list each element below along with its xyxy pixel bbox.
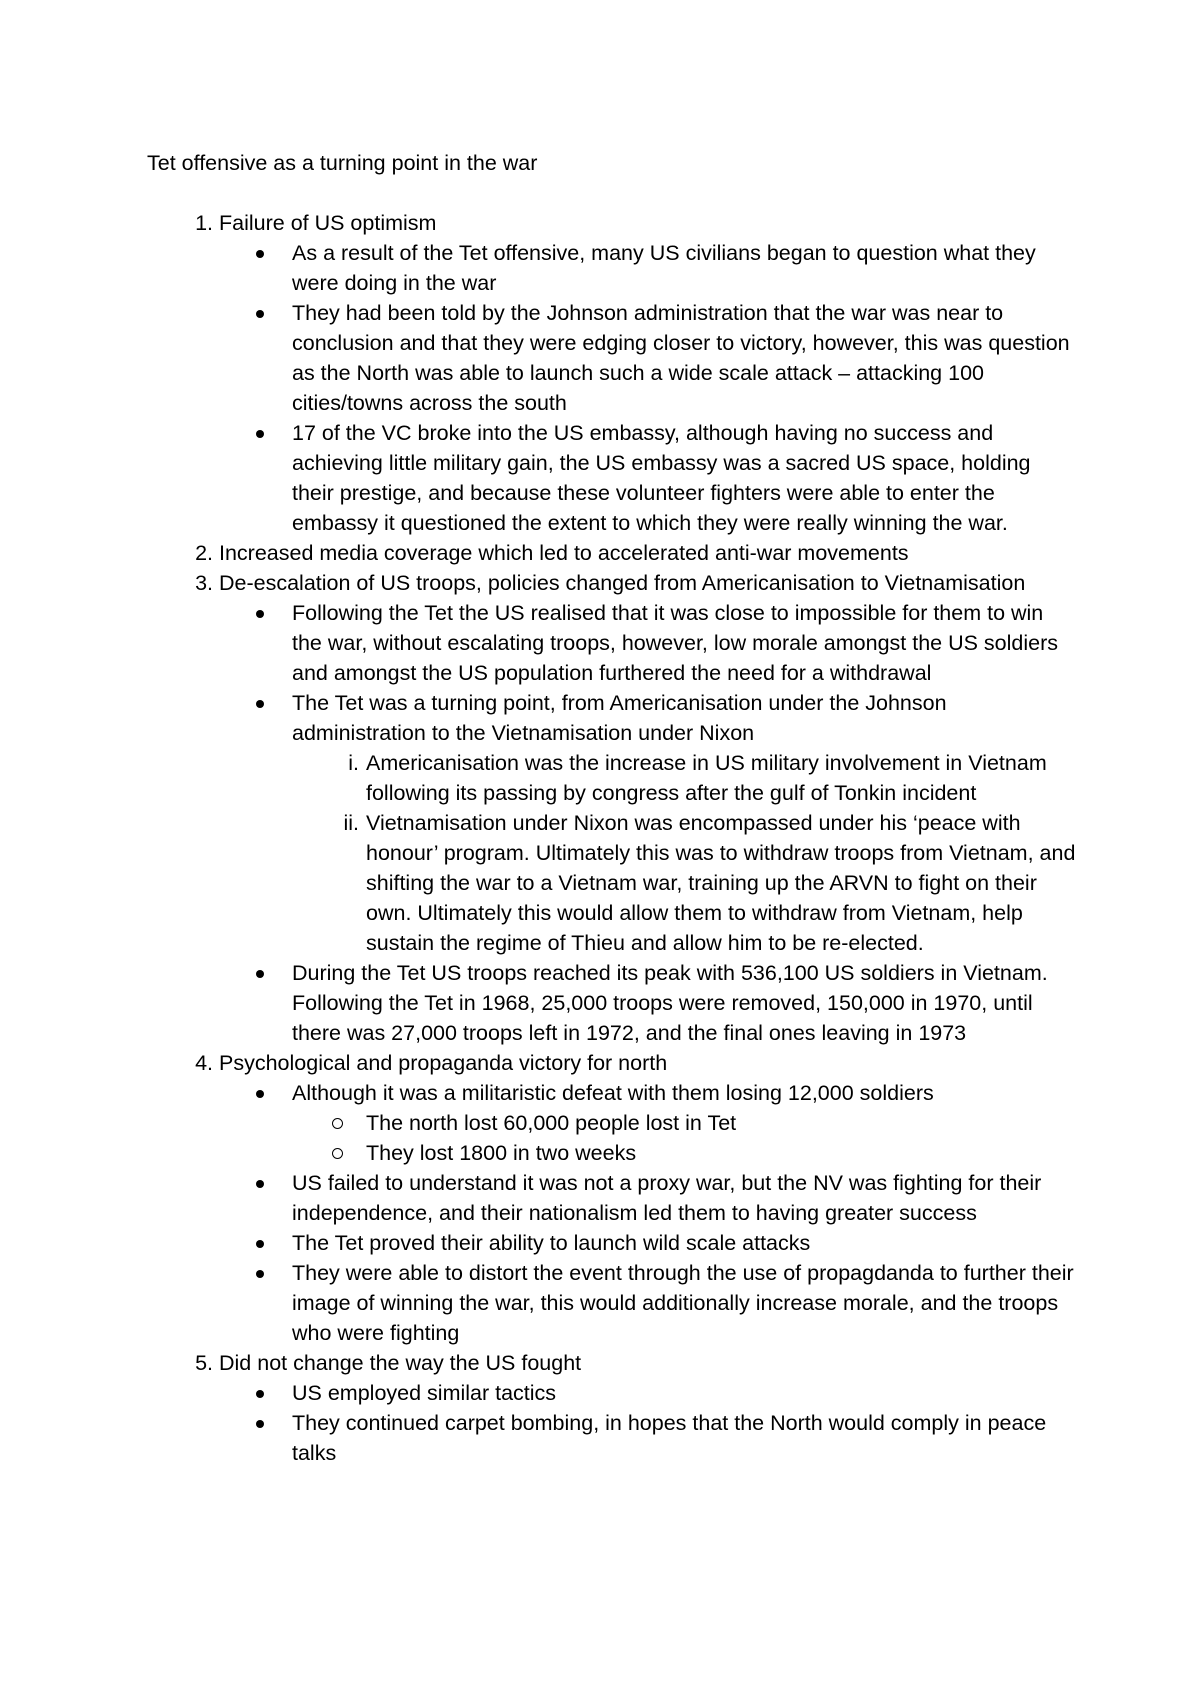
point-text: Psychological and propaganda victory for north	[219, 1051, 668, 1075]
roman-numeral: ii.	[343, 811, 359, 835]
bullet-dot-icon	[256, 430, 264, 438]
point-text: Increased media coverage which led to accelerated anti-war movements	[219, 541, 909, 565]
bullet-dot-icon	[256, 1270, 264, 1278]
roman-numeral: i.	[348, 751, 359, 775]
bullet-item	[147, 1228, 1077, 1258]
hollow-circle-bullet-icon	[332, 1148, 343, 1159]
point-number: 4.	[195, 1051, 213, 1075]
point-text: Did not change the way the US fought	[219, 1351, 582, 1375]
bullet-item	[147, 418, 1077, 538]
bullet-dot-icon	[256, 1090, 264, 1098]
numbered-point	[147, 208, 1077, 238]
bullet-dot-icon	[256, 700, 264, 708]
point-number: 3.	[195, 571, 213, 595]
bullet-item	[147, 1408, 1077, 1468]
roman-text: Vietnamisation under Nixon was encompassed under his ‘peace with honour’ program. Ultimately this was to withdraw troops from Vietnam, and shifting the war to a Vietnam war, training up the ARVN to fight on their own. Ultimately this would allow them to withdraw from Vietnam, help sustain the regime of Thieu and allow him to be re-elected.	[366, 811, 1076, 955]
bullet-dot-icon	[256, 310, 264, 318]
hollow-circle-bullet-icon	[332, 1118, 343, 1129]
bullet-item	[147, 688, 1077, 748]
bullet-item	[147, 1258, 1077, 1348]
bullet-text: The Tet proved their ability to launch wild scale attacks	[292, 1231, 811, 1255]
numbered-point	[147, 1348, 1077, 1378]
bullet-text: They continued carpet bombing, in hopes that the North would comply in peace talks	[292, 1411, 1047, 1465]
bullet-text: 17 of the VC broke into the US embassy, although having no success and achieving little military gain, the US embassy was a sacred US space, holding their prestige, and because these volunteer fighters were able to enter the embassy it questioned the extent to which they were really winning the war.	[292, 421, 1031, 535]
bullet-item	[147, 1168, 1077, 1228]
bullet-text: The Tet was a turning point, from Americanisation under the Johnson administration to the Vietnamisation under Nixon	[292, 691, 947, 745]
roman-subitem	[147, 808, 1077, 958]
bullet-text: During the Tet US troops reached its peak with 536,100 US soldiers in Vietnam. Following the Tet in 1968, 25,000 troops were removed, 150,000 in 1970, until there was 27,000 troops left in 1972, and the final ones leaving in 1973	[292, 961, 1048, 1045]
point-text: De-escalation of US troops, policies changed from Americanisation to Vietnamisation	[219, 571, 1026, 595]
point-number: 1.	[195, 211, 213, 235]
bullet-dot-icon	[256, 1180, 264, 1188]
bullet-dot-icon	[256, 250, 264, 258]
bullet-text: Following the Tet the US realised that it was close to impossible for them to win the war, without escalating troops, however, low morale amongst the US soldiers and amongst the US population furthered the need for a withdrawal	[292, 601, 1059, 685]
document-title: Tet offensive as a turning point in the war	[147, 151, 538, 175]
bullet-text: They had been told by the Johnson administration that the war was near to conclusion and that they were edging closer to victory, however, this was question as the North was able to launch such a wide scale attack – attacking 100 cities/towns across the south	[292, 301, 1070, 415]
sub-bullet-text: The north lost 60,000 people lost in Tet	[366, 1111, 737, 1135]
bullet-text: Although it was a militaristic defeat with them losing 12,000 soldiers	[292, 1081, 934, 1105]
point-number: 5.	[195, 1351, 213, 1375]
roman-subitem	[147, 748, 1077, 808]
bullet-item	[147, 1078, 1077, 1108]
bullet-text: They were able to distort the event through the use of propagdanda to further their image of winning the war, this would additionally increase morale, and the troops who were fighting	[292, 1261, 1074, 1345]
numbered-point	[147, 538, 1077, 568]
bullet-text: As a result of the Tet offensive, many US civilians began to question what they were doing in the war	[292, 241, 1036, 295]
bullet-item	[147, 238, 1077, 298]
bullet-item	[147, 598, 1077, 688]
bullet-item	[147, 1378, 1077, 1408]
outline-list	[147, 208, 1077, 1468]
point-text: Failure of US optimism	[219, 211, 437, 235]
bullet-dot-icon	[256, 1390, 264, 1398]
bullet-dot-icon	[256, 610, 264, 618]
bullet-text: US employed similar tactics	[292, 1381, 557, 1405]
bullet-dot-icon	[256, 970, 264, 978]
numbered-point	[147, 568, 1077, 598]
bullet-item	[147, 298, 1077, 418]
bullet-dot-icon	[256, 1240, 264, 1248]
point-number: 2.	[195, 541, 213, 565]
sub-bullet-text: They lost 1800 in two weeks	[366, 1141, 637, 1165]
roman-text: Americanisation was the increase in US military involvement in Vietnam following its passing by congress after the gulf of Tonkin incident	[366, 751, 1047, 805]
bullet-dot-icon	[256, 1420, 264, 1428]
sub-bullet-item	[147, 1108, 1077, 1138]
bullet-item	[147, 958, 1077, 1048]
sub-bullet-item	[147, 1138, 1077, 1168]
numbered-point	[147, 1048, 1077, 1078]
bullet-text: US failed to understand it was not a proxy war, but the NV was fighting for their independence, and their nationalism led them to having greater success	[292, 1171, 1042, 1225]
